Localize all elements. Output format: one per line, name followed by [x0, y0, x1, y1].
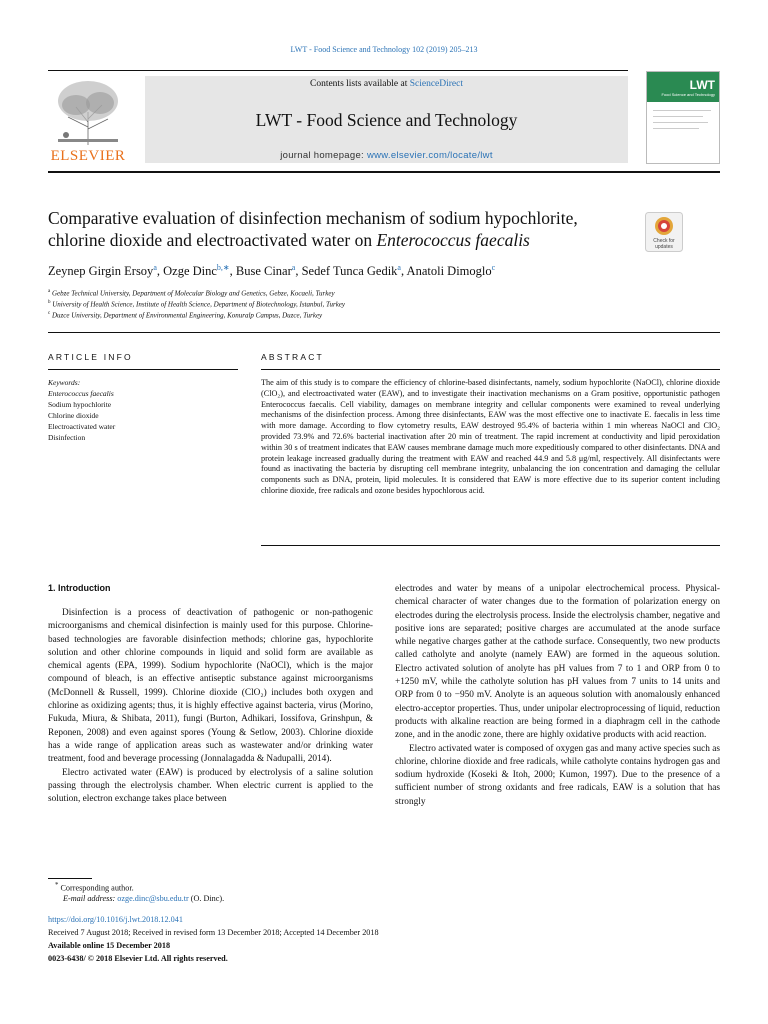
cover-title: LWT — [689, 78, 715, 92]
keywords-label: Keywords: — [48, 378, 81, 387]
received-dates: Received 7 August 2018; Received in revised form 13 December 2018; Accepted 14 December 2018 — [48, 928, 379, 937]
email-link[interactable]: ozge.dinc@sbu.edu.tr — [117, 894, 189, 903]
homepage-link[interactable]: www.elsevier.com/locate/lwt — [366, 150, 493, 161]
keyword: Chlorine dioxide — [48, 411, 99, 420]
homepage-label: journal homepage: — [280, 150, 367, 161]
doi-link[interactable]: https://doi.org/10.1016/j.lwt.2018.12.041 — [48, 915, 183, 924]
cover-text-line — [653, 122, 708, 123]
abstract-rule — [261, 369, 720, 370]
author[interactable]: Buse Cinar$^a$ — [235, 263, 296, 279]
left-column — [48, 607, 373, 806]
abstract-text: The aim of this study is to compare the efficiency of chlorine-based disinfectants, namely, sodium hypochlorite (NaOCl), chlorine dioxide (ClO₂), and electroactivated water (EAW), and to investigate their inactivation mechanisms on a Gram positive, opportunistic pathogen Enterococcus faecalis. Cell viability, damages on membrane integrity and cellular components were examined to reveal underlying mechanisms of the disinfection process. Among three disinfectants, EAW was the most effective one to inactivate E. faecalis in less time with more damage. According to flow cytometry results, EAW destroyed 95.4% of bacteria within 1 min whereas NaOCl and ClO₂ provided 73.9% and 72.6% bacterial inactivation after 20 min of treatment. The rapid increment at conductivity and lipid peroxidation within 30 s of treatment indicates that EAW causes membrane damage much more expeditiously compared to other disinfectants. DNA and protein leakage increased gradually during the treatment with EAW and reached 44.9 and 5.8 μg/ml, respectively. All disinfectants were found as inactivating the bacteria by disrupting cell membrane integrity, unbalancing the ion concentration and damaging the cellular components such as DNA, protein, lipid molecules. It is considered that EAW is more effective due to its superior content including chlorine dioxide, free radicals and ozone besides hypochlorous acid. — [261, 378, 720, 495]
contents-prefix: Contents lists available at — [309, 79, 410, 89]
keyword: Enterococcus faecalis — [48, 389, 114, 398]
title-italic: Enterococcus faecalis — [376, 230, 530, 250]
footnote-rule — [48, 878, 92, 879]
keyword: Disinfection — [48, 433, 86, 442]
author[interactable]: Anatoli Dimoglo$^c$ — [406, 263, 496, 279]
title-text: Comparative evaluation of disinfection mechanism of sodium hypochlorite, chlorine dioxide and electroactivated water on — [48, 208, 578, 250]
author[interactable]: Sedef Tunca Gedik$^a$ — [301, 263, 401, 279]
sciencedirect-link[interactable]: ScienceDirect — [409, 79, 463, 89]
affiliation: $^c$ Duzce University, Department of Environmental Engineering, Konuralp Campus, Duzce, Turkey — [48, 311, 323, 320]
available-online: Available online 15 December 2018 — [48, 941, 171, 950]
badge-label: updates — [655, 244, 673, 250]
article-title — [48, 207, 638, 251]
header-bottom-rule — [48, 171, 720, 173]
cover-text-line — [653, 128, 699, 129]
paragraph: Disinfection is a process of deactivation of pathogenic or non-pathogenic microorganisms and chemical disinfection is mainly used for this purpose. Chlorine-based technologies are favorable disinfection methods; chlorine gas, hypochlorite solution and other chlorine compounds in liquid and solid form are available as chemical agents (EPA, 1999). Sodium hypochlorite (NaOCl), which is the major compound of bleach, is an effective antiseptic substance against microorganisms (McDonnell & Russell, 1999). Chlorine dioxide (ClO₂) includes both oxygen and chlorine as oxidizing agents; thus, it is highly effective against bacteria, virus (Morino, Fukuda, Miura, & Shibata, 2011), fungi (Burton, Adhikari, Iossifova, Grinshpun, & Reponen, 2008) and even against spores (Young & Setlow, 2003). Chlorine dioxide has a wide range of application areas such as wastewater and/or drinking water treatment, food and beverage processing (Jonnalagadda & Nadupalli, 2014). — [48, 608, 373, 765]
abstract-bottom-rule — [261, 545, 720, 546]
running-head[interactable]: LWT - Food Science and Technology 102 (2019) 205–213 — [290, 45, 478, 54]
affiliation: $^b$ University of Health Science, Institute of Health Science, Department of Biotechnology, Istanbul, Turkey — [48, 300, 346, 309]
author-list: Zeynep Girgin Ersoy$^a$, Ozge Dinc$^{b,∗}$, Buse Cinar$^a$, Sedef Tunca Gedik$^a$, Anatoli Dimoglo$^c$ — [48, 263, 496, 279]
journal-cover-thumbnail[interactable] — [646, 71, 720, 164]
paragraph: electrodes and water by means of a unipolar electrochemical process. Physical-chemical character of water changes due to the formation of polarization energy on electrodes during the electrolysis process. Inside the electrolysis chamber, negative and positive ions are separated; positive charges are accumulated at the anode surface while negative charges gather at the cathode surface. Consequently, two new products called catholyte and anolyte (namely EAW) are formed in the aqueous solution. Electro activated solution of anolyte has pH values from 7 to 1 and ORP from 0 to +1250 mV, while the catholyte solution has pH values from 7 units to 14 units and ORP from 0 to −950 mV. Anolyte is an aqueous solution with anomalously enhanced electro-acceptor properties. Thus, under unipolar electroprocessing of liquid, reduction products with alkaline reaction are being formed in a diaphragm cell in the cathode zone, and in the anodic zone, there are highly oxidative products with acid reaction. — [395, 584, 720, 741]
keyword: Electroactivated water — [48, 422, 116, 431]
cover-subtitle: Food Science and Technology — [661, 92, 715, 97]
corresponding-author-note: * Corresponding author. — [55, 882, 134, 893]
badge-label: Check for — [653, 238, 675, 244]
paragraph: Electro activated water (EAW) is produced by electrolysis of a saline solution passing through the electrolysis chamber. When electric current is applied to the solution, electron exchange takes place between — [48, 767, 373, 805]
right-column — [395, 583, 720, 809]
section-heading-introduction: 1. Introduction — [48, 583, 111, 593]
cover-text-line — [653, 116, 703, 117]
journal-title: LWT - Food Science and Technology — [255, 110, 518, 130]
keyword: Sodium hypochlorite — [48, 400, 112, 409]
abstract-heading: ABSTRACT — [261, 352, 324, 362]
article-info-rule — [48, 369, 238, 370]
cover-text-line — [653, 110, 711, 111]
paragraph: Electro activated water is composed of oxygen gas and many active species such as chlorine, chlorine dioxide and free radicals, while catholyte contains hydrogen gas and sodium hydroxide (Koseki & Itoh, 2000; Kumon, 1997). Due to the presence of a sufficient number of strong oxidants and free radicals, EAW is a solution that has strongly — [395, 743, 720, 807]
affiliation: $^a$ Gebze Technical University, Department of Molecular Biology and Genetics, Gebze, Kocaeli, Turkey — [48, 289, 335, 298]
article-info-heading: ARTICLE INFO — [48, 352, 133, 362]
author[interactable]: Ozge Dinc$^{b,∗}$ — [163, 263, 230, 279]
elsevier-wordmark: ELSEVIER — [50, 148, 126, 164]
header-rule — [48, 70, 628, 71]
journal-homepage — [145, 150, 628, 161]
contents-line — [145, 79, 628, 89]
author[interactable]: Zeynep Girgin Ersoy$^a$ — [48, 263, 157, 279]
affiliation-rule — [48, 332, 720, 333]
issn-copyright: 0023-6438/ © 2018 Elsevier Ltd. All rights reserved. — [48, 954, 228, 963]
check-for-updates-badge[interactable] — [645, 212, 683, 252]
email-note: E-mail address: ozge.dinc@sbu.edu.tr (O. Dinc). — [63, 894, 225, 903]
